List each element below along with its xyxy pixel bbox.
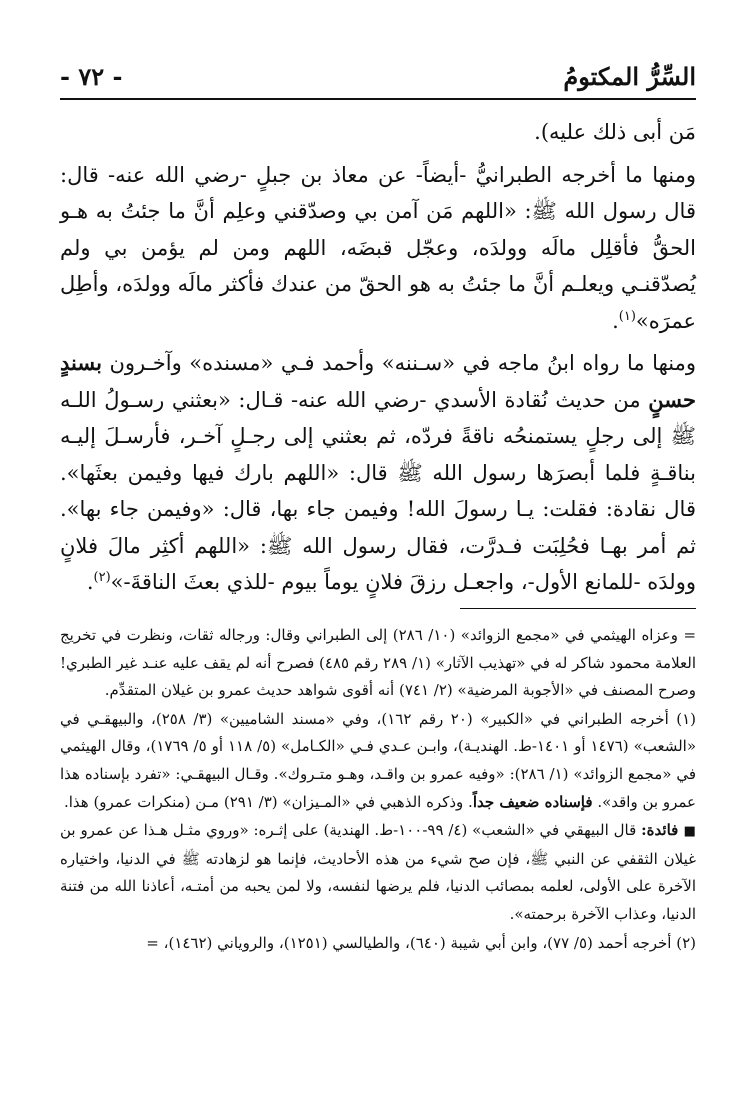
main-text <box>60 114 696 607</box>
square-bullet-icon: ■ <box>683 824 696 840</box>
benefit-text: قال البيهقي في «الشعب» (٤/ ٩٩-١٠٠-ط. الهندية) على إثـره: «وروي مثـل هـذا عن عمرو بن غيلان الثقفي عن النبي ﷺ، فإن صح شيء من هذه الأحاديث، فإنما هو لزهادته ﷺ في الدنيا، واختياره الآخرة على الأولى، لعلمه بمصائب الدنيا، فلم يرضها لنفسه، ولا لمن يحبه من أمتـه، أعاذنا الله من فتنة الدنيا، وعذاب الآخرة برحمته». <box>60 821 696 923</box>
benefit-label: فائدة: <box>641 821 684 840</box>
paragraph-3-end: . <box>86 570 94 594</box>
paragraph-2-text: ومنها ما أخرجه الطبرانيُّ -أيضاً- عن معاذ بن جبلٍ -رضي الله عنه- قال: قال رسول الله ﷺ: «اللهم مَن آمن بي وصدّقني وعلِم أنَّ ما جئتُ به هـو الحقُّ فأقلِل مالَه وولدَه، وعجّل قبضَه، اللهم ومن لم يؤمن بي ولم يُصدّقنـي ويعلـم أنَّ ما جئتُ به هو الحقّ من عندك فأكثر مالَه وولدَه، وأطِل عمرَه» <box>60 162 696 333</box>
paragraph-3-start: ومنها ما رواه ابنُ ماجه في «سـننه» وأحمد فـي «مسنده» وآخـرون <box>101 351 696 375</box>
paragraph-2-end: . <box>612 308 619 333</box>
footnote-ref-1: (١) <box>618 308 636 324</box>
footnote-1-start: (١) أخرجه الطبراني في «الكبير» (٢٠ رقم ١٦٢)، وفي «مسند الشاميين» (٣/ ٢٥٨)، والبيهقـي في «الشعب» (١٤٧٦ أو ١٤٠١-ط. الهنديـة)، وابـن عـدي فـي «الكـامل» (٥/ ١١٨ أو ٥/ ١٧٦٩)، وقال الهيثمي في «مجمع الزوائد» (١/ ٢٨٦): «وفيه عمرو بن واقـد، وهـو متـروك». وقـال البيهقـي: «تفرد بإسناده هذا عمرو بن واقد». <box>60 709 697 811</box>
running-title: السِّرُّ المكتومُ <box>563 62 696 91</box>
paragraph-3 <box>60 345 696 601</box>
paragraph-1 <box>60 114 696 151</box>
continuation-mark: = <box>683 626 697 644</box>
footnote-separator <box>460 608 696 609</box>
footnote-continued-text: وعزاه الهيثمي في «مجمع الزوائد» (١٠/ ٢٨٦) إلى الطبراني وقال: ورجاله ثقات، ونظرت في تخريج العلامة محمود شاكر له في «تهذيب الآثار» (١/ ٢٨٩ رقم ٤٨٥) فصرح أنه لم يقف عليه عنـد غير الطبري! وصرح المصنف في «الأجوبة المرضية» (٢/ ٧٤١) أنه أقوى شواهد حديث عمرو بن غيلان المتقدِّم. <box>60 626 696 700</box>
paragraph-3-rest: من حديث نُقادة الأسدي -رضي الله عنه- قـال: «بعثني رسـولُ اللـه ﷺ إلى رجلٍ يستمنحُه ناقةً فردّه، ثم بعثني إلى رجـلٍ آخـر، فأرسـلَ إليـه بناقـةٍ فلما أبصرَها رسول الله ﷺ قال: «اللهم بارك فيها وفيمن بعثَها». قال نقادة: فقلت: يـا رسولَ الله! وفيمن جاء بها، قال: «وفيمن جاء بها». ثم أمر بهـا فحُلِبَت فـدرَّت، فقال رسول الله ﷺ: «اللهم أكثِر مالَ فلانٍ وولدَه -للمانع الأول-، واجعـل رزقَ فلانٍ يوماً بيوم -للذي بعثَ الناقةَ-» <box>60 387 696 594</box>
footnote-continued <box>60 622 696 705</box>
footnote-benefit <box>60 817 696 928</box>
footnote-2 <box>60 930 696 958</box>
page-number: - ٧٢ - <box>60 62 123 91</box>
paragraph-3-bold: بسندٍ حسنٍ <box>60 350 696 412</box>
footnote-1-end: . وذكره الذهبي في «المـيزان» (٣/ ٢٩١) مـن (منكرات عمرو) هذا. <box>63 792 473 811</box>
footnote-1 <box>60 706 696 816</box>
page-header <box>60 58 696 100</box>
footnote-ref-2: (٢) <box>93 570 111 585</box>
paragraph-1-text: مَن أبى ذلك عليه). <box>534 120 696 144</box>
footnote-1-bold: فإسناده ضعيف جداً <box>472 792 593 811</box>
footnotes <box>60 622 696 958</box>
footnote-2-text: (٢) أخرجه أحمد (٥/ ٧٧)، وابن أبي شيبة (٦٤٠)، والطيالسي (١٢٥١)، والروياني (١٤٦٢)، = <box>146 933 696 952</box>
paragraph-2 <box>60 157 696 340</box>
